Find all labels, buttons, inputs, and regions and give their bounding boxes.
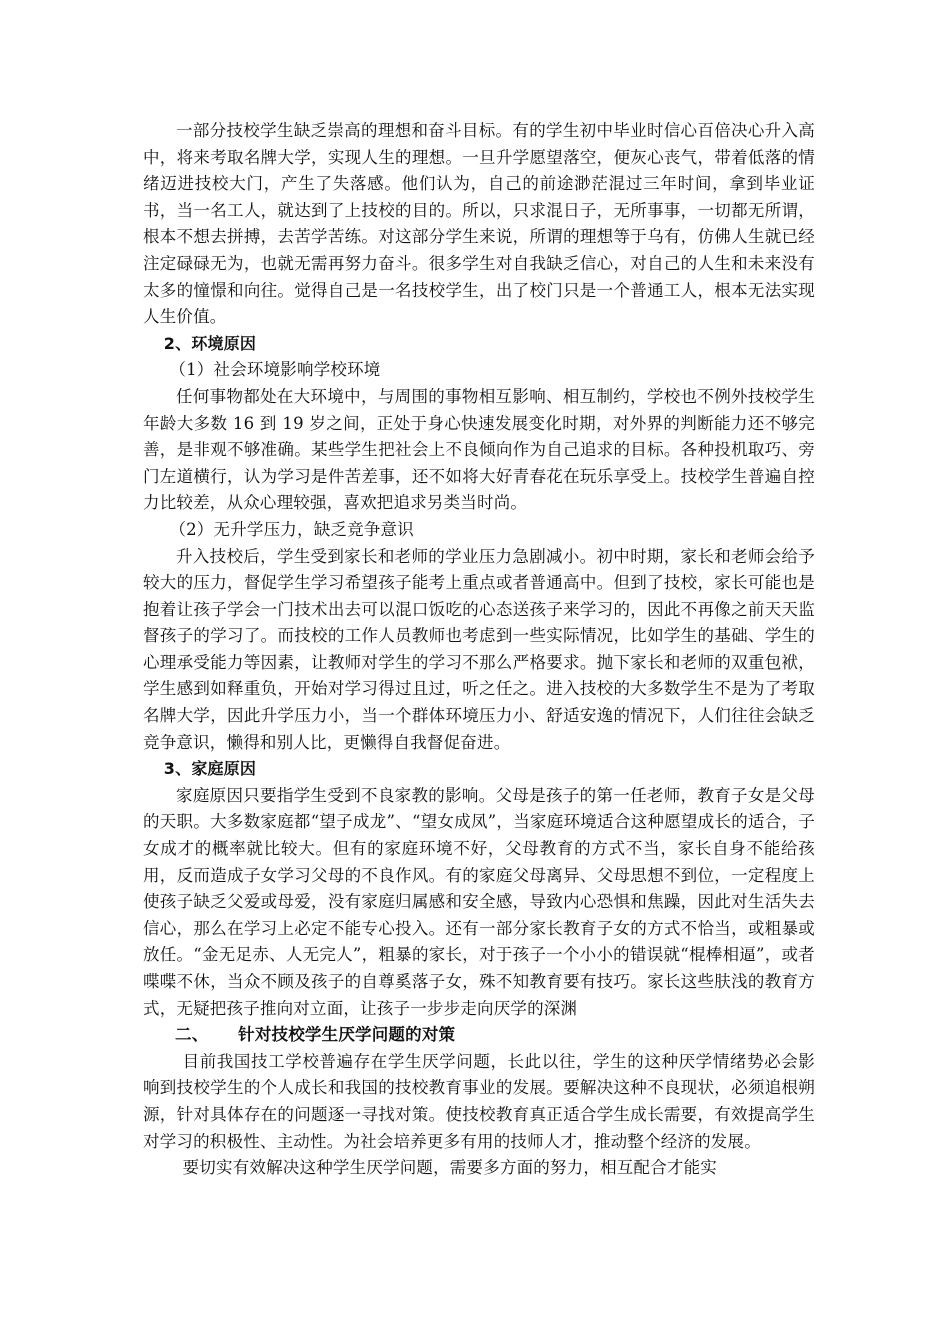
paragraph-countermeasures-intro: 目前我国技工学校普遍存在学生厌学问题，长此以往，学生的这种厌学情绪势必会影响到技校学生的个人成长和我国的技校教育事业的发展。要解决这种不良现状，必须追根朔源，针对具体存在的问题逐一寻找对策。使技校教育真正适合学生成长需要，有效提高学生对学习的积极性、主动性。为社会培养更多有用的技师人才，推动整个经济的发展。 bbox=[143, 1051, 815, 1151]
paragraph-family-reasons: 家庭原因只要指学生受到不良家教的影响。父母是孩子的第一任老师，教育子女是父母的天职。大多数家庭都“望子成龙”、“望女成凤”，当家庭环境适合这种愿望成长的适合，子女成才的概率就比较大。但有的家庭环境不好，父母教育的方式不当，家长自身不能给孩用，反而造成子女学习父母的不良作风。有的家庭父母离异、父母思想不到位，一定程度上使孩子缺乏父爱或母爱，没有家庭归属感和安全感，导致内心恐惧和焦躁，因此对生活失去信心，那么在学习上必定不能专心投入。还有一部分家长教育子女的方式不恰当，或粗暴或放任。“金无足赤、人无完人”，粗暴的家长，对于孩子一个小小的错误就“棍棒相逼”，或者喋喋不休，当众不顾及孩子的自尊奚落子女，殊不知教育要有技巧。家长这些肤浅的教育方式，无疑把孩子推向对立面，让孩子一步步走向厌学的深渊 bbox=[143, 785, 815, 1018]
subheading-social-environment: （1）社会环境影响学校环境 bbox=[169, 360, 381, 380]
heading-environment-reasons: 2、环境原因 bbox=[163, 333, 257, 353]
paragraph-social-environment: 任何事物都处在大环境中，与周围的事物相互影响、相互制约，学校也不例外技校学生年龄大多数 16 到 19 岁之间，正处于身心快速发展变化时期，对外界的判断能力还不够完善，是非观不够准确。某些学生把社会上不良倾向作为自己追求的目标。各种投机取巧、旁门左道横行，认为学习是件苦差事，还不如将大好青春花在玩乐享受上。技校学生普遍自控力比较差，从众心理较强，喜欢把追求另类当时尚。 bbox=[143, 386, 815, 513]
paragraph-no-pressure: 升入技校后，学生受到家长和老师的学业压力急剧减小。初中时期，家长和老师会给予较大的压力，督促学生学习希望孩子能考上重点或者普通高中。但到了技校，家长可能也是抱着让孩子学会一门技术出去可以混口饭吃的心态送孩子来学习的，因此不再像之前天天监督孩子的学习了。而技校的工作人员教师也考虑到一些实际情况，比如学生的基础、学生的心理承受能力等因素，让教师对学生的学习不那么严格要求。抛下家长和老师的双重包袱，学生感到如释重负，开始对学习得过且过，听之任之。进入技校的大多数学生不是为了考取名牌大学，因此升学压力小，当一个群体环境压力小、舒适安逸的情况下，人们往往会缺乏竞争意识，懒得和别人比，更懒得自我督促奋进。 bbox=[143, 546, 815, 752]
section-heading-countermeasures: 二、 针对技校学生厌学问题的对策 bbox=[175, 1025, 456, 1045]
subheading-no-pressure: （2）无升学压力，缺乏竞争意识 bbox=[169, 519, 414, 539]
paragraph-lack-of-ideals: 一部分技校学生缺乏崇高的理想和奋斗目标。有的学生初中毕业时信心百倍决心升入高中，将来考取名牌大学，实现人生的理想。一旦升学愿望落空，便灰心丧气，带着低落的情绪迈进技校大门，产生了失落感。他们认为，自己的前途渺茫混过三年时间，拿到毕业证书，当一名工人，就达到了上技校的目的。所以，只求混日子，无所事事，一切都无所谓，根本不想去拼搏，去苦学苦练。对这部分学生来说，所谓的理想等于乌有，仿佛人生就已经注定碌碌无为，也就无需再努力奋斗。很多学生对自我缺乏信心，对自己的人生和未来没有太多的憧憬和向往。觉得自己是一名技校学生，出了校门只是一个普通工人，根本无法实现人生价值。 bbox=[143, 121, 815, 327]
document-page bbox=[143, 118, 815, 1182]
paragraph-countermeasures-continued: 要切实有效解决这种学生厌学问题，需要多方面的努力，相互配合才能实 bbox=[182, 1158, 717, 1178]
heading-family-reasons: 3、家庭原因 bbox=[163, 759, 257, 779]
